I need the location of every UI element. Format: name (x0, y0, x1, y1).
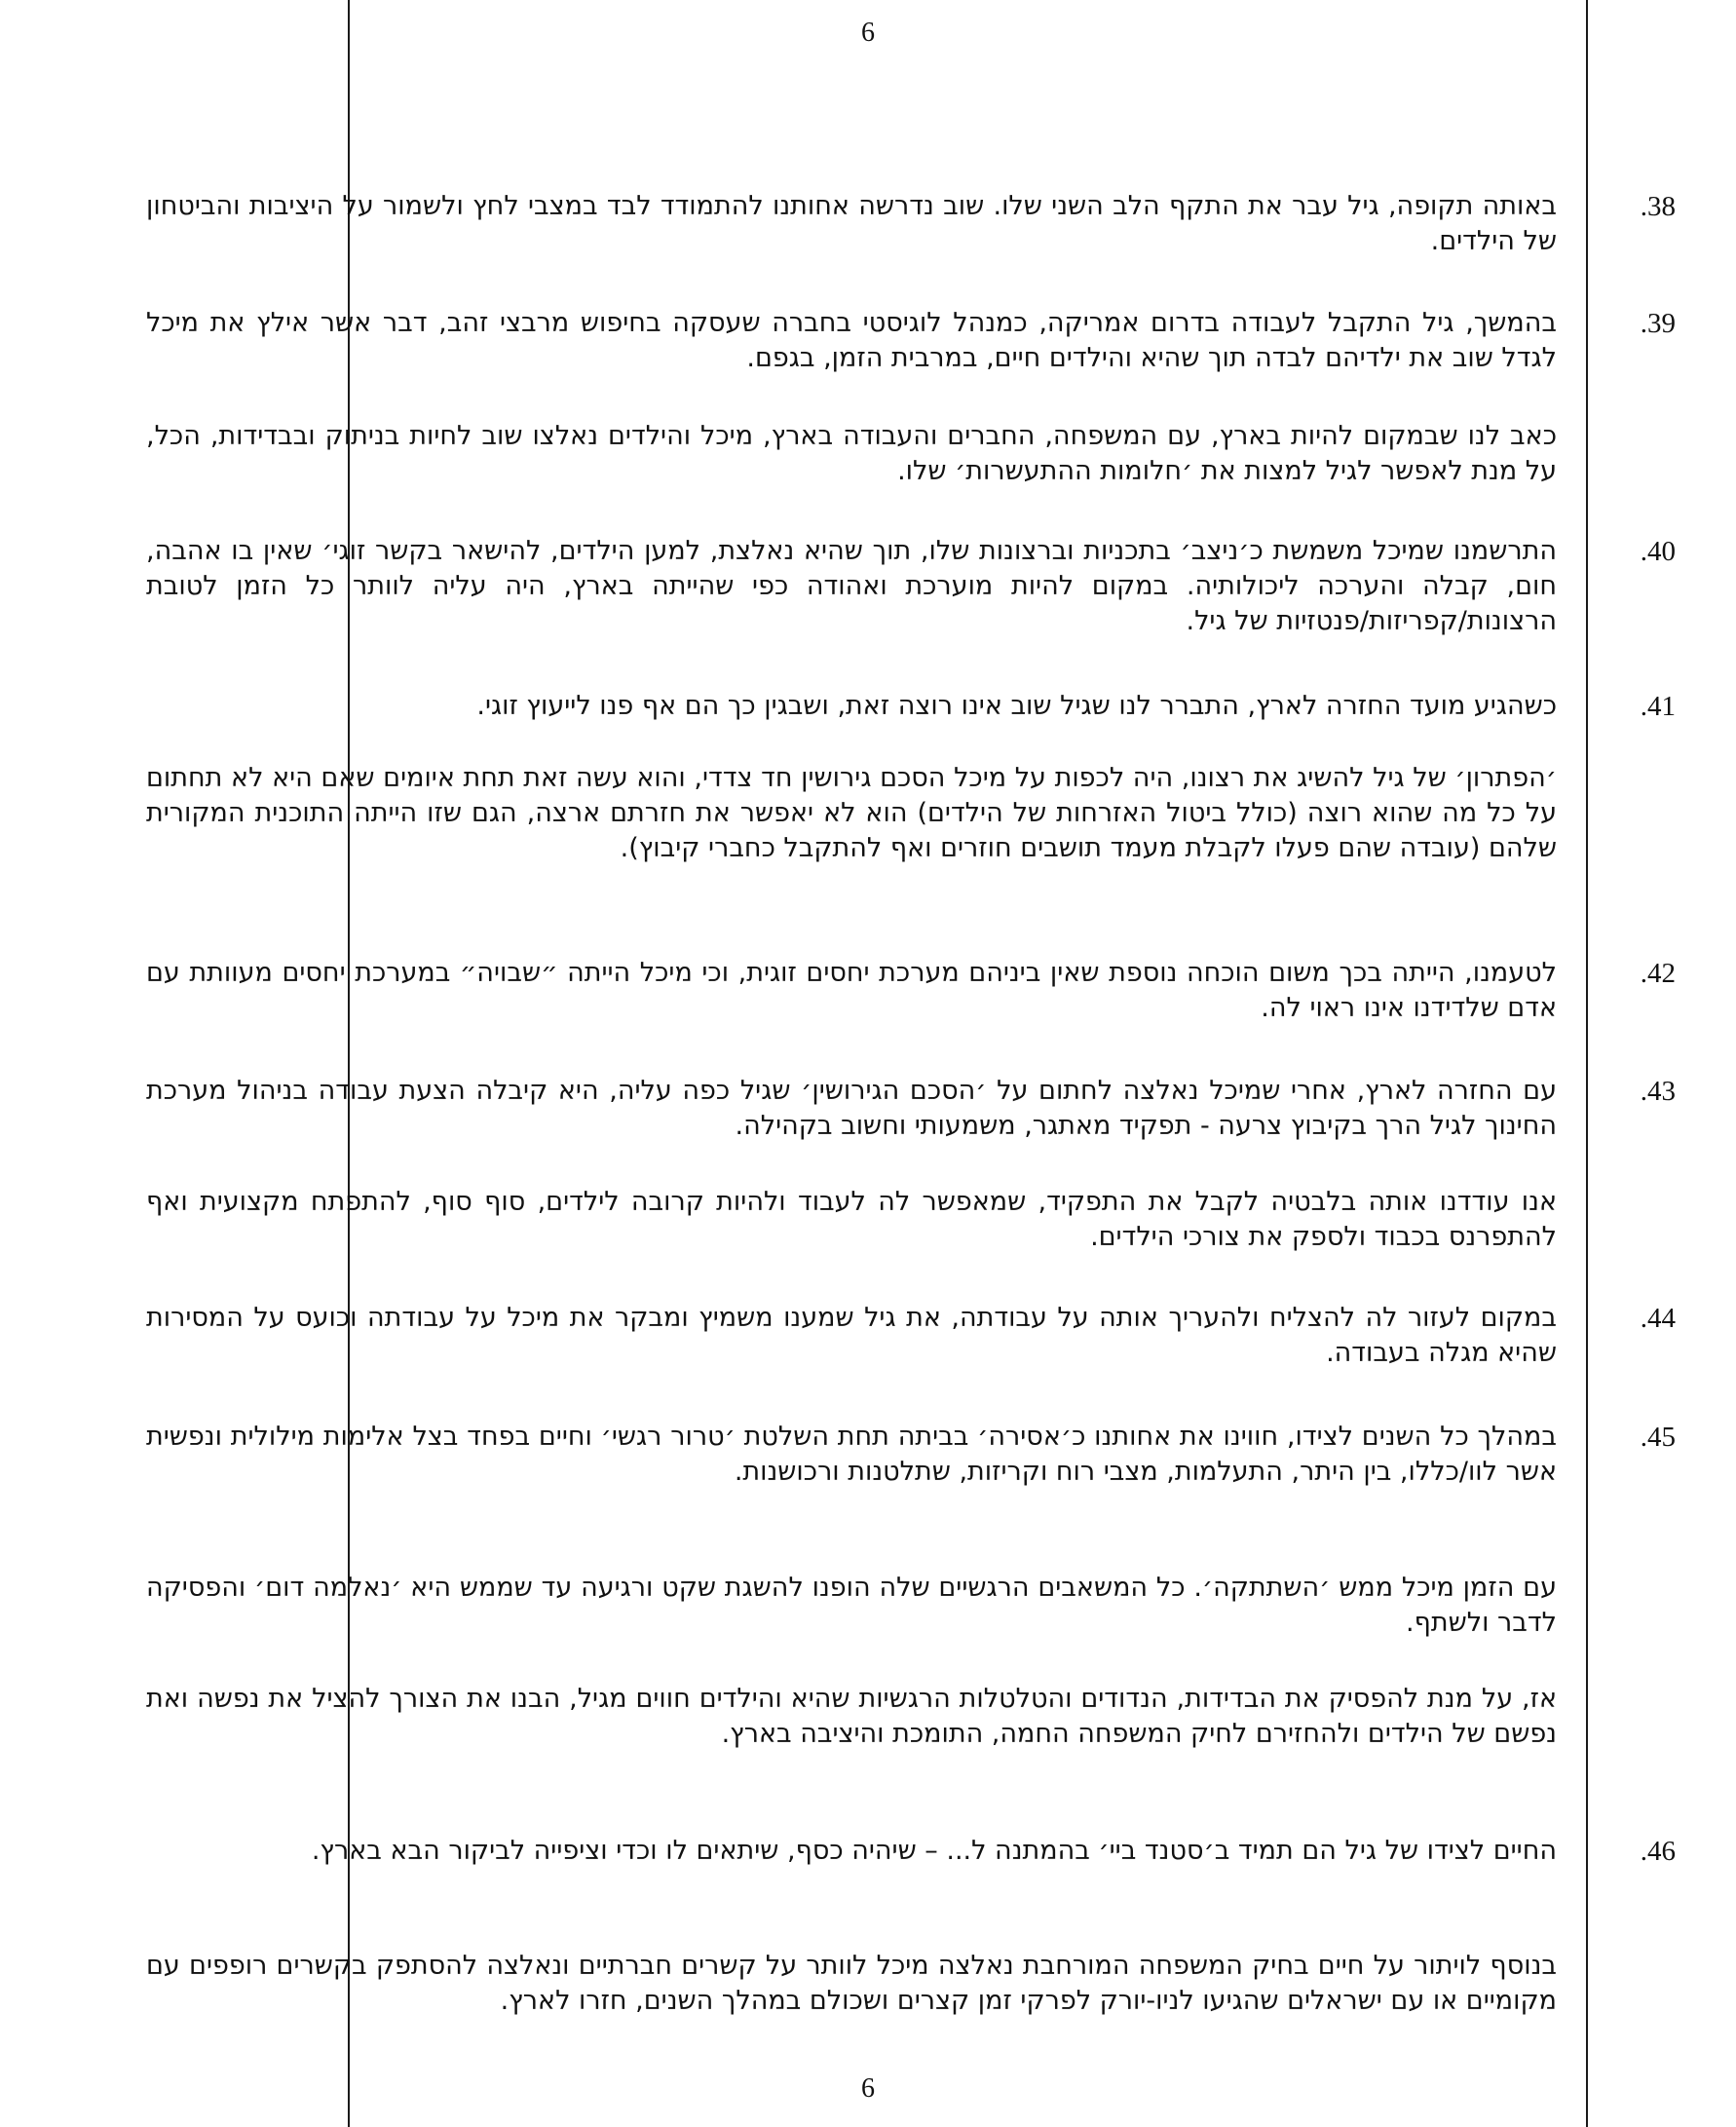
paragraph-number: .39 (1640, 308, 1676, 339)
paragraph-number: .46 (1640, 1836, 1676, 1867)
paragraph-number: .45 (1640, 1422, 1676, 1453)
paragraph-text: באותה תקופה, גיל עבר את התקף הלב השני שלו. שוב נדרשה אחותנו להתמודד לבד במצבי לחץ ולשמור על היציבות והביטחון של הילדים. (146, 191, 1557, 256)
page-number-top: 6 (861, 18, 875, 48)
paragraph-text: במקום לעזור לה להצליח ולהעריך אותה על עבודתה, את גיל שמענו משמיץ ומבקר את מיכל על עבודתה וכועס על המסירות שהיא מגלה בעבודה. (146, 1303, 1557, 1368)
paragraph-number: .44 (1640, 1303, 1676, 1334)
paragraph-text: החיים לצידו של גיל הם תמיד ב׳סטנד ביי׳ בהמתנה ל... – שיהיה כסף, שיתאים לו וכדי וציפייה לביקור הבא בארץ. (311, 1836, 1557, 1866)
page-number-bottom: 6 (861, 2073, 875, 2104)
paragraph-text: כאב לנו שבמקום להיות בארץ, עם המשפחה, החברים והעבודה בארץ, מיכל והילדים נאלצו שוב לחיות בניתוק ובבדידות, הכל, על מנת לאפשר לגיל למצות את ׳חלומות ההתעשרות׳ שלו. (146, 421, 1557, 486)
paragraph-number: .43 (1640, 1076, 1676, 1107)
paragraph-text: התרשמנו שמיכל משמשת כ׳ניצב׳ בתכניות וברצונות שלו, תוך שהיא נאלצת, למען הילדים, להישאר בקשר זוגי׳ שאין בו אהבה, חום, קבלה והערכה ליכולותיה. במקום להיות מוערכת ואהודה כפי שהייתה בארץ, היה עליה לוותר כל הזמן לטובת הרצונות/קפריזות/פנטזיות של גיל. (146, 536, 1557, 636)
paragraph-text: לטעמנו, הייתה בכך משום הוכחה נוספת שאין ביניהם מערכת יחסים זוגית, וכי מיכל הייתה ״שבויה״ במערכת יחסים מעוותת עם אדם שלדידנו אינו ראוי לה. (146, 958, 1557, 1023)
paragraph-text: עם הזמן מיכל ממש ׳השתתקה׳. כל המשאבים הרגשיים שלה הופנו להשגת שקט ורגיעה עד שממש היא ׳נאלמה דום׳ והפסיקה לדבר ולשתף. (146, 1573, 1557, 1638)
paragraph-number: .41 (1640, 691, 1676, 722)
paragraph-text: אז, על מנת להפסיק את הבדידות, הנדודים והטלטלות הרגשיות שהיא והילדים חווים מגיל, הבנו את הצורך להציל את נפשה ואת נפשם של הילדים ולהחזירם לחיק המשפחה החמה, התומכת והיציבה בארץ. (146, 1684, 1557, 1749)
margin-line (1586, 0, 1588, 2127)
paragraph-number: .42 (1640, 958, 1676, 989)
paragraph-text: אנו עודדנו אותה בלבטיה לקבל את התפקיד, שמאפשר לה לעבוד ולהיות קרובה לילדים, סוף סוף, להתפתח מקצועית ואף להתפרנס בכבוד ולספק את צורכי הילדים. (146, 1187, 1557, 1252)
paragraph-text: עם החזרה לארץ, אחרי שמיכל נאלצה לחתום על ׳הסכם הגירושין׳ שגיל כפה עליה, היא קיבלה הצעת עבודה בניהול מערכת החינוך לגיל הרך בקיבוץ צרעה - תפקיד מאתגר, משמעותי וחשוב בקהילה. (146, 1076, 1557, 1141)
paragraph-number: .40 (1640, 536, 1676, 567)
paragraph-text: בנוסף לויתור על חיים בחיק המשפחה המורחבת נאלצה מיכל לוותר על קשרים חברתיים ונאלצה להסתפק בקשרים רופפים עם מקומיים או עם ישראלים שהגיעו לניו-יורק לפרקי זמן קצרים ושכולם במהלך השנים, חזרו לארץ. (146, 1951, 1557, 2016)
paragraph-text: ׳הפתרון׳ של גיל להשיג את רצונו, היה לכפות על מיכל הסכם גירושין חד צדדי, והוא עשה זאת תחת איומים שאם היא לא תחתום על כל מה שהוא רוצה (כולל ביטול האזרחות של הילדים) הוא לא יאפשר את חזרתם ארצה, הגם שזו הייתה התוכנית המקורית שלהם (עובדה שהם פעלו לקבלת מעמד תושבים חוזרים ואף להתקבל כחברי קיבוץ). (146, 763, 1557, 863)
paragraph-number: .38 (1640, 191, 1676, 222)
paragraph-text: במהלך כל השנים לצידו, חווינו את אחותנו כ׳אסירה׳ בביתה תחת השלטת ׳טרור רגשי׳ וחיים בפחד בצל אלימות מילולית ונפשית אשר לוו/כללו, בין היתר, התעלמות, מצבי רוח וקריזות, שתלטנות ורכושנות. (146, 1422, 1557, 1487)
paragraph-text: כשהגיע מועד החזרה לארץ, התברר לנו שגיל שוב אינו רוצה זאת, ושבגין כך הם אף פנו לייעוץ זוגי. (476, 691, 1557, 721)
paragraph-text: בהמשך, גיל התקבל לעבודה בדרום אמריקה, כמנהל לוגיסטי בחברה שעסקה בחיפוש מרבצי זהב, דבר אשר אילץ את מיכל לגדל שוב את ילדיהם לבדה תוך שהיא והילדים חיים, במרבית הזמן, בגפם. (146, 308, 1557, 373)
